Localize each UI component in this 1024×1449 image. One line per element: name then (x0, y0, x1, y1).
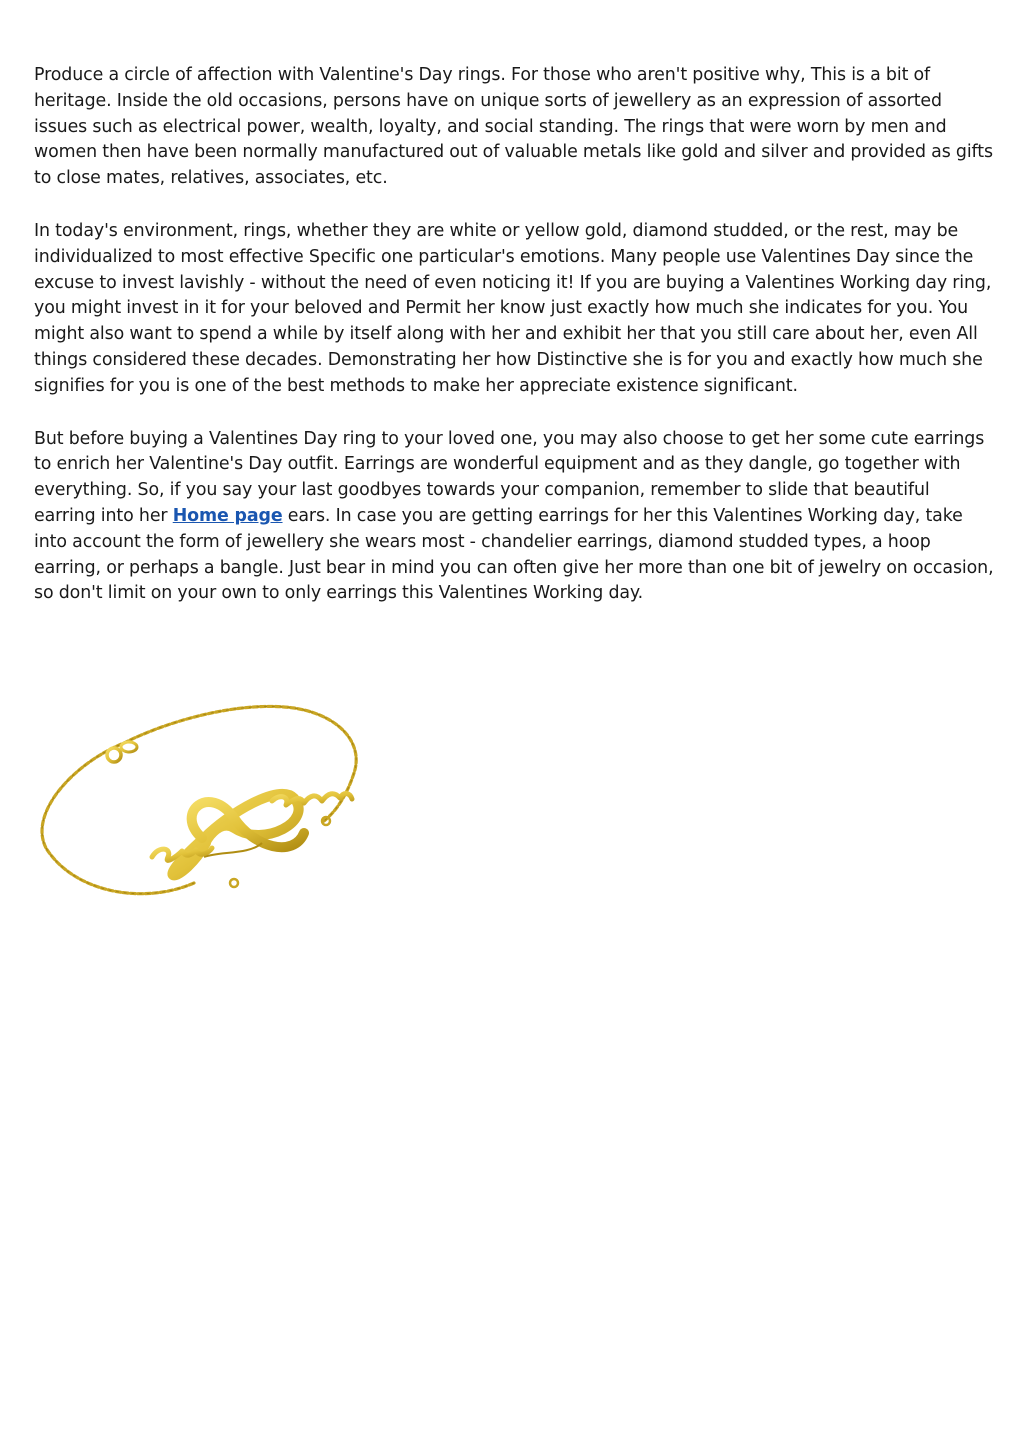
paragraph-3-text-start: But before buying a Valentines Day ring to your loved one, you may also choose to get her some cute earrings to enrich her Valentine's Day outfit. Earrings are wonderful equipment and as they dangle, go together with everything. So, if you say your last goodbyes towards your companion, remember to slide that beautiful earring into her (34, 428, 985, 526)
bracelet-illustration (34, 643, 376, 985)
paragraph-3-text-end: ears. In case you are getting earrings for her this Valentines Working day, take into account the form of jewellery she wears most - chandelier earrings, diamond studded types, a hoop earring, or perhaps a bangle. Just bear in mind you can often give her more than one bit of jewelry on occasion, so don't limit on your own to only earrings this Valentines Working day. (34, 505, 994, 604)
home-page-link[interactable]: Home page (172, 505, 283, 526)
paragraph-3 (34, 427, 994, 608)
article-body (34, 63, 994, 634)
clasp-icon (107, 742, 137, 762)
paragraph-1: Produce a circle of affection with Valentine's Day rings. For those who aren't positive why, This is a bit of heritage. Inside the old occasions, persons have on unique sorts of jewellery as an expression of assorted issues such as electrical power, wealth, loyalty, and social standing. The rings that were worn by men and women then have been normally manufactured out of valuable metals like gold and silver and provided as gifts to close mates, relatives, associates, etc. (34, 65, 993, 189)
paragraph-2: In today's environment, rings, whether they are white or yellow gold, diamond studded, or the rest, may be individualized to most effective Specific one particular's emotions. Many people use Valentines Day since the excuse to invest lavishly - without the need of even noticing it! If you are buying a Valentines Working day ring, you might invest in it for your beloved and Permit her know just exactly how much she indicates for you. You might also want to spend a while by itself along with her and exhibit her that you still care about her, even All things considered these decades. Demonstrating her how Distinctive she is for you and exactly how much she signifies for you is one of the best methods to make her appreciate existence significant. (34, 220, 992, 396)
bracelet-image (34, 643, 376, 985)
